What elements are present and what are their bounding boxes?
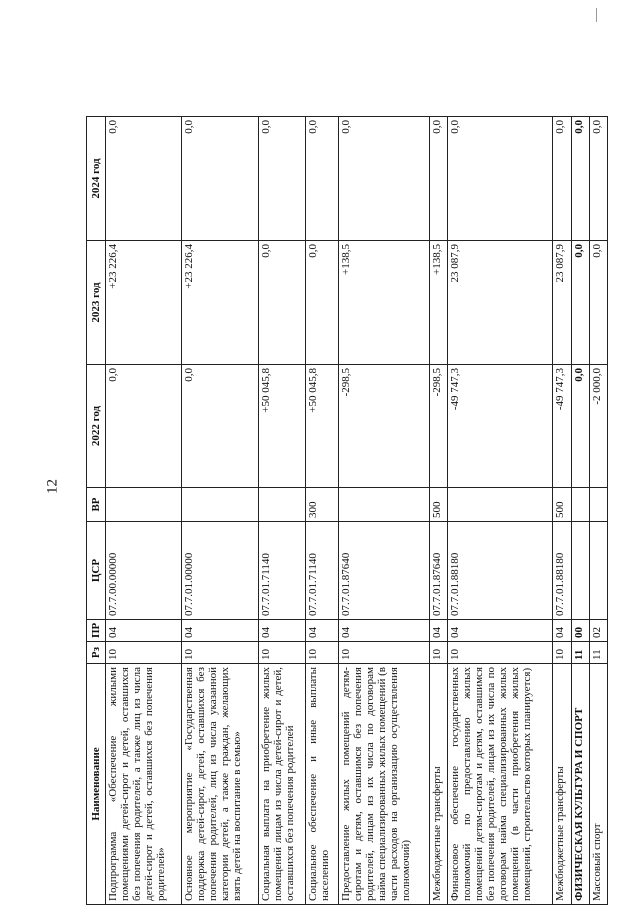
row-csr-cell: 07.7.01.87640 (338, 522, 429, 620)
row-rz-cell: 11 (589, 642, 607, 664)
header-name: Наименование (87, 664, 106, 905)
row-rz-cell: 10 (106, 642, 182, 664)
table-row (429, 117, 447, 905)
row-2023-cell: +23 226,4 (182, 241, 258, 365)
row-vr-cell: 300 (306, 488, 339, 522)
row-name-cell: ФИЗИЧЕСКАЯ КУЛЬТУРА И СПОРТ (571, 664, 589, 905)
row-name-cell: Межбюджетные трансферты (429, 664, 447, 905)
row-pr-cell: 04 (258, 620, 305, 642)
row-2022-cell: -49 747,3 (447, 365, 552, 488)
row-2023-cell: +138,5 (429, 241, 447, 365)
row-vr-cell (571, 488, 589, 522)
table-row (553, 117, 571, 905)
row-name-cell: Подпрограмма «Обеспечение жилыми помещениями детей-сирот и детей, оставшихся без попечения родителей, а также лиц из числа детей-сирот и детей, оставшихся без попечения родителей» (106, 664, 182, 905)
table-row (338, 117, 429, 905)
row-csr-cell: 07.7.01.71140 (258, 522, 305, 620)
row-pr-cell: 04 (338, 620, 429, 642)
row-2023-cell: 0,0 (258, 241, 305, 365)
row-2022-cell: +50 045,8 (258, 365, 305, 488)
row-csr-cell: 07.7.01.71140 (306, 522, 339, 620)
row-pr-cell: 04 (553, 620, 571, 642)
row-2024-cell: 0,0 (447, 117, 552, 241)
row-2023-cell: 23 087,9 (553, 241, 571, 365)
row-vr-cell (589, 488, 607, 522)
row-pr-cell: 04 (306, 620, 339, 642)
table-header-row (87, 117, 106, 905)
header-pr: ПР (87, 620, 106, 642)
row-name-cell: Финансовое обеспечение государственных полномочий по предоставлению жилых помещений детям-сиротам и детям, оставшимся без попечения родителей, лицам из их числа по договорам найма специализированных жилых помещений (в части приобретения жилых помещений, строительство которых планируется) (447, 664, 552, 905)
header-rz: Рз (87, 642, 106, 664)
row-2024-cell: 0,0 (589, 117, 607, 241)
row-pr-cell: 00 (571, 620, 589, 642)
row-rz-cell: 10 (258, 642, 305, 664)
table-row (106, 117, 182, 905)
row-2024-cell: 0,0 (106, 117, 182, 241)
row-pr-cell: 04 (106, 620, 182, 642)
row-rz-cell: 10 (182, 642, 258, 664)
row-rz-cell: 10 (306, 642, 339, 664)
table-row (258, 117, 305, 905)
row-pr-cell: 04 (429, 620, 447, 642)
header-2023: 2023 год (87, 241, 106, 365)
row-2022-cell: 0,0 (182, 365, 258, 488)
row-vr-cell (182, 488, 258, 522)
row-rz-cell: 10 (429, 642, 447, 664)
table-row (571, 117, 589, 905)
row-2022-cell: -2 000,0 (589, 365, 607, 488)
row-name-cell: Предоставление жилых помещений детям-сиротам и детям, оставшимся без попечения родителей, лицам из их числа по договорам найма специализированных жилых помещений (в части расходов на организацию осуществления полномочий) (338, 664, 429, 905)
row-2024-cell: 0,0 (338, 117, 429, 241)
row-vr-cell (338, 488, 429, 522)
row-2024-cell: 0,0 (553, 117, 571, 241)
row-csr-cell: 07.7.00.00000 (106, 522, 182, 620)
table-row (447, 117, 552, 905)
row-2024-cell: 0,0 (429, 117, 447, 241)
row-2023-cell: +138,5 (338, 241, 429, 365)
row-2022-cell: 0,0 (106, 365, 182, 488)
row-2023-cell: 0,0 (589, 241, 607, 365)
row-name-cell: Основное мероприятие «Государственная поддержка детей-сирот, детей, оставшихся без попечения родителей, лиц из числа указанной категории детей, а также граждан, желающих взять детей на воспитание в семью» (182, 664, 258, 905)
header-2024: 2024 год (87, 117, 106, 241)
row-name-cell: Социальная выплата на приобретение жилых помещений лицам из числа детей-сирот и детей, оставшихся без попечения родителей (258, 664, 305, 905)
table-row (306, 117, 339, 905)
header-csr: ЦСР (87, 522, 106, 620)
row-vr-cell: 500 (553, 488, 571, 522)
row-csr-cell: 07.7.01.00000 (182, 522, 258, 620)
budget-table (86, 116, 608, 905)
row-name-cell: Межбюджетные трансферты (553, 664, 571, 905)
row-2023-cell: +23 226,4 (106, 241, 182, 365)
row-vr-cell: 500 (429, 488, 447, 522)
row-2022-cell: 0,0 (571, 365, 589, 488)
row-2022-cell: +50 045,8 (306, 365, 339, 488)
row-rz-cell: 10 (338, 642, 429, 664)
table-row (589, 117, 607, 905)
row-vr-cell (447, 488, 552, 522)
row-2024-cell: 0,0 (571, 117, 589, 241)
row-2023-cell: 0,0 (306, 241, 339, 365)
row-rz-cell: 10 (553, 642, 571, 664)
row-name-cell: Социальное обеспечение и иные выплаты населению (306, 664, 339, 905)
header-vr: ВР (87, 488, 106, 522)
row-2024-cell: 0,0 (182, 117, 258, 241)
edge-mark (596, 8, 597, 22)
table-body (106, 117, 608, 905)
page-number: 12 (44, 479, 61, 494)
row-pr-cell: 02 (589, 620, 607, 642)
rotated-table-container (86, 117, 608, 905)
row-pr-cell: 04 (447, 620, 552, 642)
row-2023-cell: 0,0 (571, 241, 589, 365)
header-2022: 2022 год (87, 365, 106, 488)
row-2023-cell: 23 087,9 (447, 241, 552, 365)
row-rz-cell: 10 (447, 642, 552, 664)
row-2024-cell: 0,0 (258, 117, 305, 241)
row-2024-cell: 0,0 (306, 117, 339, 241)
row-vr-cell (258, 488, 305, 522)
row-csr-cell (589, 522, 607, 620)
row-name-cell: Массовый спорт (589, 664, 607, 905)
row-2022-cell: -298,5 (338, 365, 429, 488)
table-row (182, 117, 258, 905)
row-csr-cell: 07.7.01.87640 (429, 522, 447, 620)
row-csr-cell: 07.7.01.88180 (553, 522, 571, 620)
row-rz-cell: 11 (571, 642, 589, 664)
row-2022-cell: -49 747,3 (553, 365, 571, 488)
row-vr-cell (106, 488, 182, 522)
row-2022-cell: -298,5 (429, 365, 447, 488)
row-pr-cell: 04 (182, 620, 258, 642)
row-csr-cell (571, 522, 589, 620)
row-csr-cell: 07.7.01.88180 (447, 522, 552, 620)
